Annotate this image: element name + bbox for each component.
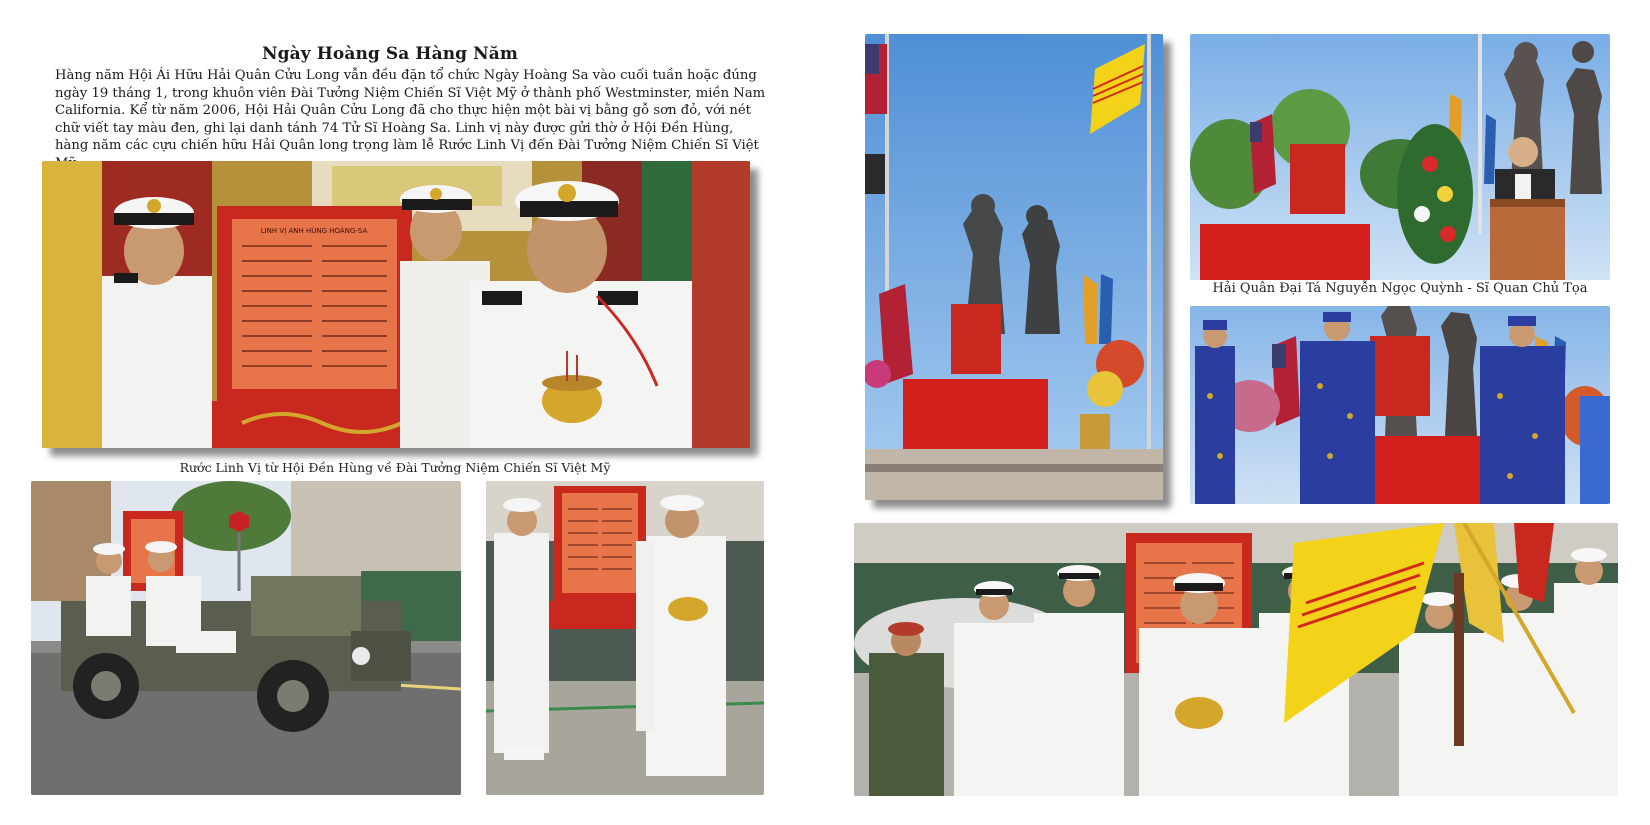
- photo-speaker-at-podium: [1190, 34, 1610, 280]
- speaker-photo-caption: Hải Quân Đại Tá Nguyễn Ngọc Quỳnh - Sĩ Quan Chủ Tọa: [1212, 281, 1588, 296]
- photo-naval-procession: [854, 523, 1618, 796]
- article-title: Ngày Hoàng Sa Hàng Năm: [261, 44, 518, 64]
- right-page: [825, 0, 1650, 825]
- photo-ao-dai-ceremony: [1190, 306, 1610, 504]
- main-photo-caption: Rước Linh Vị từ Hội Đền Hùng về Đài Tưởng Niệm Chiến Sĩ Việt Mỹ: [179, 460, 611, 475]
- photo-officers-with-plaque: [42, 161, 750, 448]
- photo-officers-carrying-plaque: [486, 481, 764, 795]
- plaque-heading: LINH VỊ ANH HÙNG HOÀNG-SA: [260, 227, 368, 235]
- article-body: Hàng năm Hội Ái Hữu Hải Quân Cửu Long vẫn đều đặn tổ chức Ngày Hoàng Sa vào cuối tuần hoặc đúng ngày 19 tháng 1, trong khuôn viên Đài Tưởng Niệm Chiến Sĩ Việt Mỹ ở thành phố Westminster, miền Nam California. Kể từ năm 2006, Hội Hải Quân Cửu Long đã cho thực hiện một bài vị bằng gỗ sơn đỏ, với nét chữ viết tay màu đen, ghi lại danh tánh 74 Tử Sĩ Hoàng Sa. Linh vị này được gửi thờ ở Hội Đền Hùng, hàng năm các cựu chiến hữu Hải Quân long trọng làm lễ Rước Linh Vị đến Đài Tưởng Niệm Chiến Sĩ Việt: [55, 68, 766, 154]
- photo-jeep-procession: [31, 481, 461, 795]
- photo-memorial-statue: [865, 34, 1163, 500]
